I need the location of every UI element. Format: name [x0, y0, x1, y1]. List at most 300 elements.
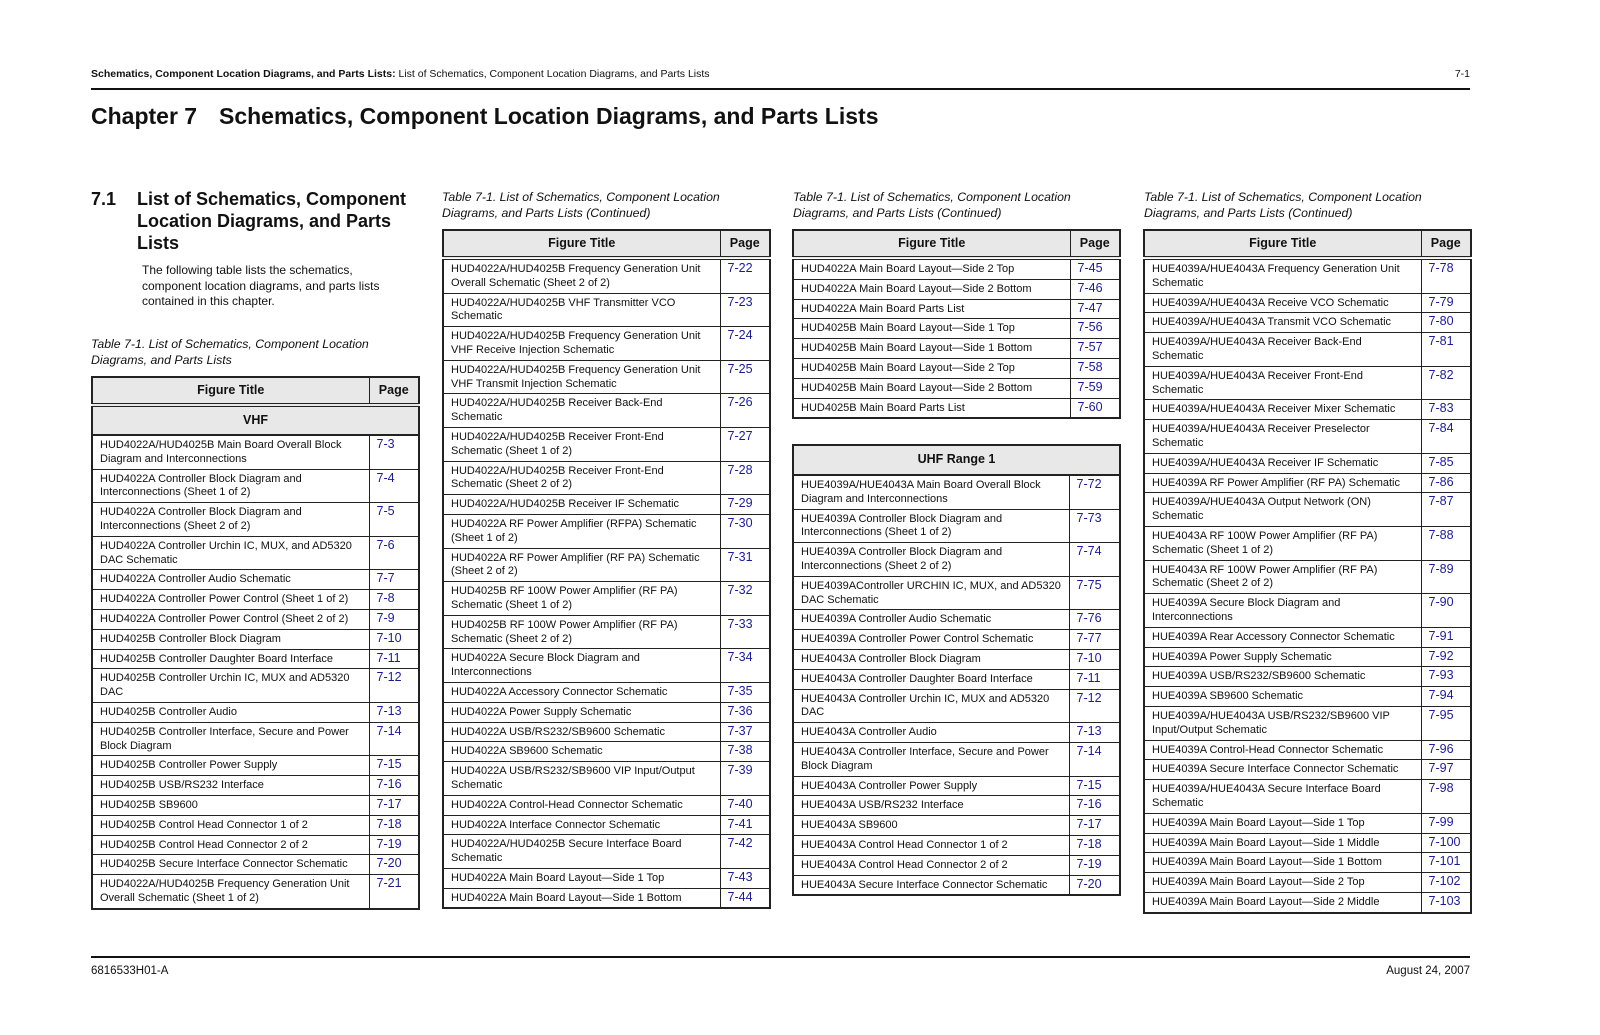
page-link[interactable]: 7-15 [369, 756, 419, 776]
page-link[interactable]: 7-24 [720, 327, 770, 361]
figure-title: HUD4025B Secure Interface Connector Schematic [92, 855, 369, 875]
table-row [1144, 473, 1471, 493]
table-row [793, 689, 1120, 723]
figure-title: HUD4022A/HUD4025B Main Board Overall Block Diagram and Interconnections [92, 435, 369, 469]
page-link[interactable]: 7-98 [1421, 780, 1471, 814]
figure-title: HUD4022A SB9600 Schematic [443, 742, 720, 762]
figure-title: HUD4022A Controller Power Control (Sheet 1 of 2) [92, 590, 369, 610]
col-header-page: Page [369, 377, 419, 405]
page-link[interactable]: 7-44 [720, 888, 770, 908]
page-link[interactable]: 7-16 [369, 776, 419, 796]
section-title: List of Schematics, Component Location Diagrams, and Parts Lists [137, 189, 407, 253]
table-row [793, 279, 1120, 299]
page-link[interactable]: 7-11 [1069, 669, 1120, 689]
table-row [793, 776, 1120, 796]
page-link[interactable]: 7-7 [369, 570, 419, 590]
table-row [793, 299, 1120, 319]
page-link[interactable]: 7-19 [1069, 855, 1120, 875]
page-link[interactable]: 7-77 [1069, 630, 1120, 650]
page-link[interactable]: 7-74 [1069, 543, 1120, 577]
page-link[interactable]: 7-72 [1069, 475, 1120, 509]
table-row [92, 815, 419, 835]
running-header [91, 68, 1470, 80]
figure-title: HUD4025B Controller Daughter Board Interface [92, 649, 369, 669]
figure-title: HUD4022A USB/RS232/SB9600 VIP Input/Output Schematic [443, 762, 720, 796]
table-row [793, 835, 1120, 855]
figure-title: HUD4022A Main Board Layout—Side 1 Top [443, 868, 720, 888]
figure-title: HUD4022A/HUD4025B Frequency Generation Unit VHF Transmit Injection Schematic [443, 360, 720, 394]
table-row [1144, 560, 1471, 594]
page-link[interactable]: 7-73 [1069, 509, 1120, 543]
table-row [793, 742, 1120, 776]
table-row [1144, 594, 1471, 628]
figure-title: HUE4039A/HUE4043A Receiver Back-End Schematic [1144, 333, 1421, 367]
table-row [793, 649, 1120, 669]
figure-title: HUE4039A USB/RS232/SB9600 Schematic [1144, 667, 1421, 687]
page-link[interactable]: 7-4 [369, 469, 419, 503]
figure-title: HUE4039A/HUE4043A Frequency Generation Unit Schematic [1144, 258, 1421, 293]
figure-title: HUD4022A Interface Connector Schematic [443, 815, 720, 835]
page-link[interactable]: 7-29 [720, 495, 770, 515]
figure-title: HUD4022A Secure Block Diagram and Interconnections [443, 649, 720, 683]
table-row [443, 742, 770, 762]
table-row [443, 868, 770, 888]
section-heading [91, 188, 421, 254]
page-link[interactable]: 7-27 [720, 427, 770, 461]
figure-title: HUD4022A/HUD4025B Receiver Front-End Schematic (Sheet 1 of 2) [443, 427, 720, 461]
table-row [1144, 740, 1471, 760]
figure-title: HUD4022A Main Board Parts List [793, 299, 1070, 319]
figure-title: HUE4039A/HUE4043A Receiver IF Schematic [1144, 453, 1421, 473]
col-header-page: Page [720, 230, 770, 258]
figure-title: HUD4022A/HUD4025B Frequency Generation Unit VHF Receive Injection Schematic [443, 327, 720, 361]
chapter-name: Schematics, Component Location Diagrams, and Parts Lists [219, 103, 879, 129]
table-caption: Table 7-1. List of Schematics, Component Location Diagrams, and Parts Lists [91, 337, 369, 367]
figure-title: HUE4039A/HUE4043A Receiver Mixer Schematic [1144, 400, 1421, 420]
figure-title: HUE4043A SB9600 [793, 816, 1069, 836]
chapter-title [91, 102, 879, 130]
table-row [443, 835, 770, 869]
page-link[interactable]: 7-85 [1421, 453, 1471, 473]
page-link[interactable]: 7-91 [1421, 627, 1471, 647]
table-row [793, 319, 1120, 339]
toc-table-1 [91, 376, 420, 910]
table-row [443, 702, 770, 722]
figure-title: HUD4025B USB/RS232 Interface [92, 776, 369, 796]
figure-title: HUD4025B RF 100W Power Amplifier (RF PA) Schematic (Sheet 1 of 2) [443, 582, 720, 616]
table-row [92, 435, 419, 469]
figure-title: HUD4025B Main Board Layout—Side 2 Bottom [793, 378, 1070, 398]
page-link[interactable]: 7-84 [1421, 420, 1471, 454]
figure-title: HUD4022A/HUD4025B Receiver Front-End Schematic (Sheet 2 of 2) [443, 461, 720, 495]
page-link[interactable]: 7-56 [1070, 319, 1120, 339]
table-row [1144, 400, 1471, 420]
col-header-figure-title: Figure Title [1144, 230, 1421, 258]
toc-table-3-uhf [792, 444, 1121, 896]
col-header-page: Page [1421, 230, 1471, 258]
page-link[interactable]: 7-17 [1069, 816, 1120, 836]
figure-title: HUE4039A Controller Block Diagram and Interconnections (Sheet 2 of 2) [793, 543, 1069, 577]
col-header-figure-title: Figure Title [793, 230, 1070, 258]
figure-title: HUD4022A Controller Urchin IC, MUX, and AD5320 DAC Schematic [92, 536, 369, 570]
figure-title: HUE4039A Main Board Layout—Side 2 Top [1144, 873, 1421, 893]
table-row [443, 795, 770, 815]
figure-title: HUD4025B Controller Audio [92, 702, 369, 722]
table-row [92, 756, 419, 776]
page-link[interactable]: 7-36 [720, 702, 770, 722]
figure-title: HUE4039A/HUE4043A Receiver Front-End Schematic [1144, 366, 1421, 400]
table-row [1144, 453, 1471, 473]
page-link[interactable]: 7-19 [369, 835, 419, 855]
table-row [443, 649, 770, 683]
toc-table-3 [792, 229, 1121, 419]
page-link[interactable]: 7-97 [1421, 760, 1471, 780]
table-row [793, 875, 1120, 895]
page-link[interactable]: 7-39 [720, 762, 770, 796]
table-row [443, 582, 770, 616]
table-row [1144, 627, 1471, 647]
table-row [92, 776, 419, 796]
page-link[interactable]: 7-37 [720, 722, 770, 742]
table-row [443, 888, 770, 908]
table-row [92, 855, 419, 875]
footer-rule [91, 956, 1470, 958]
figure-title: HUE4039A Main Board Layout—Side 2 Middle [1144, 892, 1421, 912]
table-row [1144, 760, 1471, 780]
table-row [443, 258, 770, 293]
figure-title: HUE4039A Controller Audio Schematic [793, 610, 1069, 630]
figure-title: HUD4025B Main Board Layout—Side 1 Top [793, 319, 1070, 339]
page-link[interactable]: 7-15 [1069, 776, 1120, 796]
table-row [1144, 647, 1471, 667]
figure-title: HUD4025B Main Board Parts List [793, 398, 1070, 418]
toc-table-4 [1143, 229, 1472, 914]
figure-title: HUD4025B Controller Power Supply [92, 756, 369, 776]
table-row [443, 427, 770, 461]
page-link[interactable]: 7-33 [720, 615, 770, 649]
figure-title: HUD4022A Controller Audio Schematic [92, 570, 369, 590]
page-link[interactable]: 7-89 [1421, 560, 1471, 594]
page-link[interactable]: 7-22 [720, 258, 770, 293]
col-header-figure-title: Figure Title [92, 377, 369, 405]
page-link[interactable]: 7-14 [1069, 742, 1120, 776]
page-link[interactable]: 7-42 [720, 835, 770, 869]
table-row [793, 610, 1120, 630]
table-row [793, 509, 1120, 543]
page-link[interactable]: 7-25 [720, 360, 770, 394]
page-link[interactable]: 7-90 [1421, 594, 1471, 628]
figure-title: HUE4039A RF Power Amplifier (RF PA) Schematic [1144, 473, 1421, 493]
chapter-number: Chapter 7 [91, 103, 198, 129]
table-row [443, 360, 770, 394]
figure-title: HUE4039A Power Supply Schematic [1144, 647, 1421, 667]
table-row [443, 615, 770, 649]
toc-table-2 [442, 229, 771, 909]
page-link[interactable]: 7-13 [369, 702, 419, 722]
table-row [793, 855, 1120, 875]
page-link[interactable]: 7-16 [1069, 796, 1120, 816]
table-row [443, 514, 770, 548]
table-row [1144, 293, 1471, 313]
publication-date: August 24, 2007 [1386, 965, 1470, 977]
page-link[interactable]: 7-13 [1069, 723, 1120, 743]
figure-title: HUD4025B Main Board Layout—Side 1 Bottom [793, 339, 1070, 359]
table-row [1144, 833, 1471, 853]
page-link[interactable]: 7-78 [1421, 258, 1471, 293]
figure-title: HUD4022A Controller Block Diagram and Interconnections (Sheet 2 of 2) [92, 503, 369, 537]
page-link[interactable]: 7-81 [1421, 333, 1471, 367]
figure-title: HUD4022A/HUD4025B Receiver Back-End Schematic [443, 394, 720, 428]
figure-title: HUE4043A Secure Interface Connector Schematic [793, 875, 1069, 895]
figure-title: HUD4022A Controller Power Control (Sheet 2 of 2) [92, 609, 369, 629]
figure-title: HUD4022A Control-Head Connector Schematic [443, 795, 720, 815]
page-link[interactable]: 7-58 [1070, 358, 1120, 378]
page-link[interactable]: 7-5 [369, 503, 419, 537]
table-row [793, 378, 1120, 398]
figure-title: HUE4043A Controller Power Supply [793, 776, 1069, 796]
table-row [1144, 493, 1471, 527]
page-link[interactable]: 7-38 [720, 742, 770, 762]
table-row [443, 495, 770, 515]
page-link[interactable]: 7-10 [1069, 649, 1120, 669]
table-row [443, 394, 770, 428]
page-link[interactable]: 7-102 [1421, 873, 1471, 893]
page-link[interactable]: 7-17 [369, 795, 419, 815]
table-row [92, 629, 419, 649]
figure-title: HUD4022A Main Board Layout—Side 2 Bottom [793, 279, 1070, 299]
figure-title: HUE4039A Secure Interface Connector Schematic [1144, 760, 1421, 780]
figure-title: HUE4039A Secure Block Diagram and Interconnections [1144, 594, 1421, 628]
figure-title: HUD4025B SB9600 [92, 795, 369, 815]
table-row [1144, 687, 1471, 707]
table-caption-continued: Table 7-1. List of Schematics, Component Location Diagrams, and Parts Lists (Continued) [1144, 190, 1422, 220]
page-link[interactable]: 7-87 [1421, 493, 1471, 527]
page-link[interactable]: 7-93 [1421, 667, 1471, 687]
figure-title: HUE4039A Rear Accessory Connector Schematic [1144, 627, 1421, 647]
figure-title: HUE4039A Main Board Layout—Side 1 Top [1144, 813, 1421, 833]
table-row [443, 461, 770, 495]
table-row [92, 469, 419, 503]
table-row [1144, 420, 1471, 454]
page-link[interactable]: 7-103 [1421, 892, 1471, 912]
figure-title: HUD4022A Power Supply Schematic [443, 702, 720, 722]
figure-title: HUE4043A Controller Urchin IC, MUX and AD5320 DAC [793, 689, 1069, 723]
table-row [1144, 258, 1471, 293]
document-number: 6816533H01-A [91, 965, 169, 977]
figure-title: HUD4025B Controller Block Diagram [92, 629, 369, 649]
table-caption-continued: Table 7-1. List of Schematics, Component Location Diagrams, and Parts Lists (Continued) [793, 190, 1071, 220]
figure-title: HUD4022A Main Board Layout—Side 1 Bottom [443, 888, 720, 908]
table-row [793, 576, 1120, 610]
table-row [1144, 366, 1471, 400]
figure-title: HUE4039A Controller Block Diagram and Interconnections (Sheet 1 of 2) [793, 509, 1069, 543]
figure-title: HUE4039A/HUE4043A USB/RS232/SB9600 VIP Input/Output Schematic [1144, 706, 1421, 740]
page-link[interactable]: 7-31 [720, 548, 770, 582]
page-link[interactable]: 7-88 [1421, 526, 1471, 560]
table-row [793, 358, 1120, 378]
col-header-page: Page [1070, 230, 1120, 258]
page-link[interactable]: 7-32 [720, 582, 770, 616]
table-caption-continued: Table 7-1. List of Schematics, Component Location Diagrams, and Parts Lists (Continued) [442, 190, 720, 220]
figure-title: HUE4039A/HUE4043A Receiver Preselector Schematic [1144, 420, 1421, 454]
page-link[interactable]: 7-6 [369, 536, 419, 570]
figure-title: HUD4022A USB/RS232/SB9600 Schematic [443, 722, 720, 742]
page-link[interactable]: 7-45 [1070, 258, 1120, 279]
page-link[interactable]: 7-94 [1421, 687, 1471, 707]
figure-title: HUE4043A Control Head Connector 1 of 2 [793, 835, 1069, 855]
table-row [443, 327, 770, 361]
figure-title: HUE4043A Controller Block Diagram [793, 649, 1069, 669]
page-link[interactable]: 7-23 [720, 293, 770, 327]
figure-title: HUD4025B RF 100W Power Amplifier (RF PA) Schematic (Sheet 2 of 2) [443, 615, 720, 649]
figure-title: HUE4043A RF 100W Power Amplifier (RF PA) Schematic (Sheet 1 of 2) [1144, 526, 1421, 560]
page-link[interactable]: 7-82 [1421, 366, 1471, 400]
page-link[interactable]: 7-8 [369, 590, 419, 610]
table-row [92, 536, 419, 570]
figure-title: HUD4025B Main Board Layout—Side 2 Top [793, 358, 1070, 378]
table-row [1144, 853, 1471, 873]
table-row [92, 649, 419, 669]
figure-title: HUE4039A SB9600 Schematic [1144, 687, 1421, 707]
page-link[interactable]: 7-30 [720, 514, 770, 548]
table-row [793, 339, 1120, 359]
group-header-vhf: VHF [92, 405, 419, 435]
page-link[interactable]: 7-12 [1069, 689, 1120, 723]
group-header-uhf-range-1: UHF Range 1 [793, 445, 1120, 475]
figure-title: HUE4039A Controller Power Control Schematic [793, 630, 1069, 650]
figure-title: HUE4039AController URCHIN IC, MUX, and AD5320 DAC Schematic [793, 576, 1069, 610]
figure-title: HUD4022A RF Power Amplifier (RFPA) Schematic (Sheet 1 of 2) [443, 514, 720, 548]
figure-title: HUE4043A Controller Interface, Secure and Power Block Diagram [793, 742, 1069, 776]
figure-title: HUD4022A Controller Block Diagram and Interconnections (Sheet 1 of 2) [92, 469, 369, 503]
figure-title: HUE4039A/HUE4043A Secure Interface Board Schematic [1144, 780, 1421, 814]
figure-title: HUE4039A/HUE4043A Receive VCO Schematic [1144, 293, 1421, 313]
table-row [1144, 667, 1471, 687]
figure-title: HUE4039A/HUE4043A Output Network (ON) Schematic [1144, 493, 1421, 527]
page-link[interactable]: 7-47 [1070, 299, 1120, 319]
table-row [92, 503, 419, 537]
page-link[interactable]: 7-41 [720, 815, 770, 835]
table-row [443, 815, 770, 835]
page-link[interactable]: 7-100 [1421, 833, 1471, 853]
page-link[interactable]: 7-57 [1070, 339, 1120, 359]
table-row [92, 669, 419, 703]
page-link[interactable]: 7-60 [1070, 398, 1120, 418]
page-link[interactable]: 7-95 [1421, 706, 1471, 740]
page-link[interactable]: 7-35 [720, 682, 770, 702]
section-number: 7.1 [91, 189, 117, 209]
table-row [1144, 780, 1471, 814]
figure-title: HUE4039A Main Board Layout—Side 1 Bottom [1144, 853, 1421, 873]
figure-title: HUE4043A USB/RS232 Interface [793, 796, 1069, 816]
page-link[interactable]: 7-14 [369, 722, 419, 756]
page-link[interactable]: 7-92 [1421, 647, 1471, 667]
page-link[interactable]: 7-46 [1070, 279, 1120, 299]
table-row [793, 258, 1120, 279]
table-row [793, 630, 1120, 650]
figure-title: HUD4022A Main Board Layout—Side 2 Top [793, 258, 1070, 279]
table-row [92, 835, 419, 855]
page-link[interactable]: 7-96 [1421, 740, 1471, 760]
page-link[interactable]: 7-10 [369, 629, 419, 649]
page-link[interactable]: 7-40 [720, 795, 770, 815]
figure-title: HUD4025B Controller Urchin IC, MUX and AD5320 DAC [92, 669, 369, 703]
figure-title: HUD4022A/HUD4025B VHF Transmitter VCO Schematic [443, 293, 720, 327]
page-link[interactable]: 7-43 [720, 868, 770, 888]
header-page-number: 7-1 [1454, 68, 1470, 80]
running-header-subsection: List of Schematics, Component Location Diagrams, and Parts Lists [395, 68, 710, 80]
figure-title: HUE4043A Controller Daughter Board Interface [793, 669, 1069, 689]
header-rule [91, 88, 1470, 90]
table-row [92, 590, 419, 610]
page-link[interactable]: 7-101 [1421, 853, 1471, 873]
figure-title: HUE4039A/HUE4043A Main Board Overall Block Diagram and Interconnections [793, 475, 1069, 509]
col-header-figure-title: Figure Title [443, 230, 720, 258]
table-row [1144, 873, 1471, 893]
page-link[interactable]: 7-80 [1421, 313, 1471, 333]
figure-title: HUD4025B Control Head Connector 1 of 2 [92, 815, 369, 835]
page-link[interactable]: 7-99 [1421, 813, 1471, 833]
page-link[interactable]: 7-26 [720, 394, 770, 428]
page-link[interactable]: 7-79 [1421, 293, 1471, 313]
figure-title: HUE4043A Control Head Connector 2 of 2 [793, 855, 1069, 875]
table-row [1144, 813, 1471, 833]
figure-title: HUD4022A/HUD4025B Frequency Generation Unit Overall Schematic (Sheet 1 of 2) [92, 875, 369, 909]
table-row [92, 570, 419, 590]
table-row [92, 609, 419, 629]
page-link[interactable]: 7-9 [369, 609, 419, 629]
figure-title: HUD4022A/HUD4025B Frequency Generation Unit Overall Schematic (Sheet 2 of 2) [443, 258, 720, 293]
table-row [793, 543, 1120, 577]
page-link[interactable]: 7-20 [1069, 875, 1120, 895]
page-link[interactable]: 7-28 [720, 461, 770, 495]
table-row [793, 398, 1120, 418]
table-row [92, 702, 419, 722]
figure-title: HUE4043A Controller Audio [793, 723, 1069, 743]
page-link[interactable]: 7-76 [1069, 610, 1120, 630]
page-link[interactable]: 7-11 [369, 649, 419, 669]
page-link[interactable]: 7-21 [369, 875, 419, 909]
table-row [443, 293, 770, 327]
page-link[interactable]: 7-18 [369, 815, 419, 835]
figure-title: HUE4043A RF 100W Power Amplifier (RF PA) Schematic (Sheet 2 of 2) [1144, 560, 1421, 594]
table-row [793, 669, 1120, 689]
table-row [1144, 526, 1471, 560]
page-link[interactable]: 7-3 [369, 435, 419, 469]
page-link[interactable]: 7-59 [1070, 378, 1120, 398]
section-body: The following table lists the schematics, component location diagrams, and parts lists contained in this chapter. [142, 263, 380, 308]
page-link[interactable]: 7-20 [369, 855, 419, 875]
page-link[interactable]: 7-12 [369, 669, 419, 703]
figure-title: HUD4025B Control Head Connector 2 of 2 [92, 835, 369, 855]
table-row [1144, 333, 1471, 367]
page-link[interactable]: 7-83 [1421, 400, 1471, 420]
figure-title: HUD4022A Accessory Connector Schematic [443, 682, 720, 702]
page-link[interactable]: 7-75 [1069, 576, 1120, 610]
figure-title: HUD4022A/HUD4025B Secure Interface Board Schematic [443, 835, 720, 869]
table-row [1144, 706, 1471, 740]
figure-title: HUD4022A/HUD4025B Receiver IF Schematic [443, 495, 720, 515]
figure-title: HUE4039A Main Board Layout—Side 1 Middle [1144, 833, 1421, 853]
page-link[interactable]: 7-86 [1421, 473, 1471, 493]
table-row [92, 875, 419, 909]
page-link[interactable]: 7-18 [1069, 835, 1120, 855]
table-row [92, 795, 419, 815]
table-row [92, 722, 419, 756]
table-row [443, 762, 770, 796]
table-row [443, 548, 770, 582]
page-link[interactable]: 7-34 [720, 649, 770, 683]
